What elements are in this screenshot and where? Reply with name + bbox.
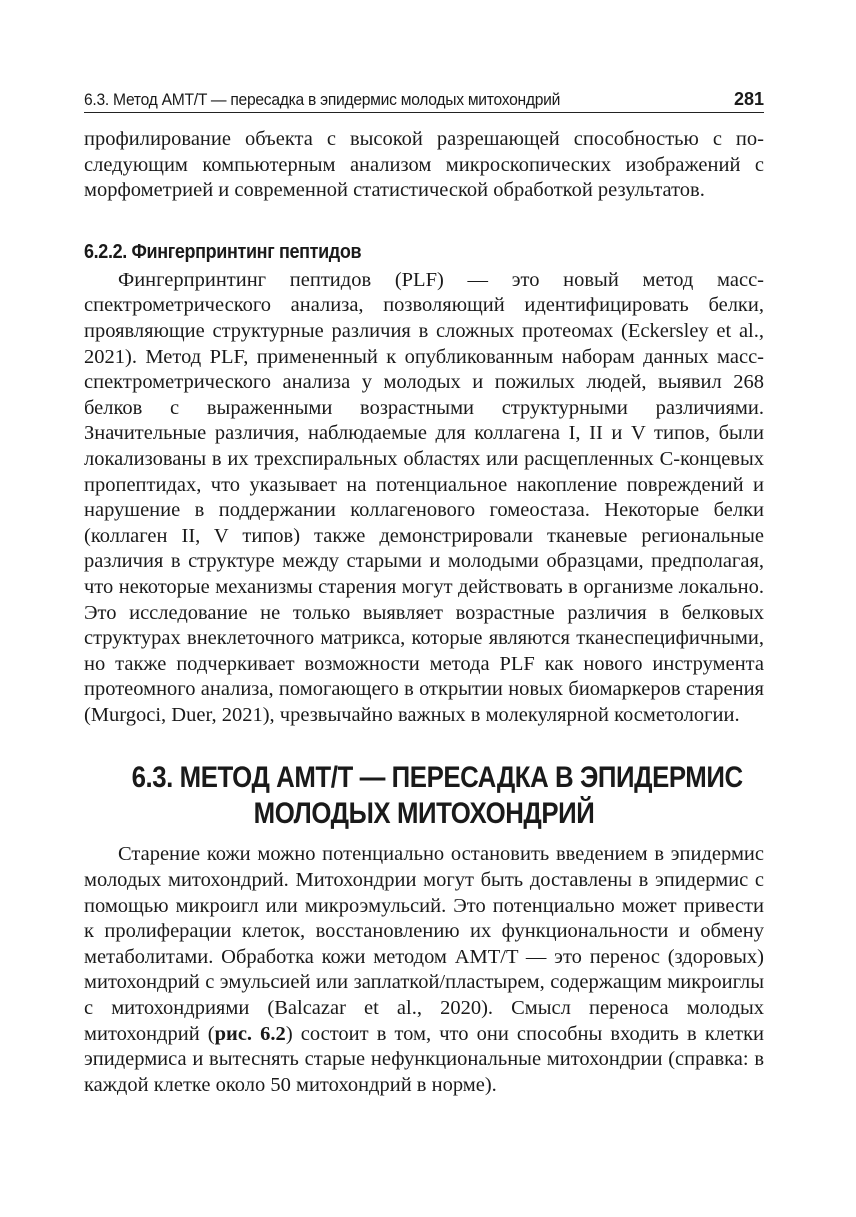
section-title <box>84 760 764 832</box>
section-title-line-2: МОЛОДЫХ МИТОХОНДРИЙ <box>253 797 595 831</box>
running-header <box>84 84 764 113</box>
section-title-line-1: 6.3. МЕТОД AMT/T — ПЕРЕСАДКА В ЭПИДЕРМИС <box>131 761 743 795</box>
subsection-paragraph: Фингерпринтинг пептидов (PLF) — это новый метод масс-спектрометрического анализа, позволяющий идентифицировать белки, проявляющие структурные различия в сложных протеомах (Eckersley et al., 2021). Метод PLF, примененный к опубликованным наборам данных масс-спектрометрического анализа у молодых и пожилых людей, выявил 268 белков с выраженными возрастными структурными различиями. Значительные различия, наблюдаемые для коллагена I, II и V типов, были локализованы в их трехспиральных областях или расщепленных C-концевых пропептидах, что указывает на потенциальное накопление повреждений и нарушение в поддержании коллагенового гомеостаза. Некоторые белки (коллаген II, V типов) также демонстрировали тканевые региональные различия в структуре между старыми и молодыми образцами, предполагая, что некоторые механизмы старения могут действовать в организме локально. Это исследование не только выявляет возрастные различия в белковых структурах внеклеточного матрикса, которые являются тканеспецифичными, но также подчеркивает возможности метода PLF как нового инструмента протеомного анализа, помогающего в открытии новых биомаркеров старения (Murgoci, Duer, 2021), чрезвычайно важных в молекулярной косметологии. <box>84 268 764 726</box>
book-page <box>84 84 764 1098</box>
running-header-title: 6.3. Метод AMT/T — пересадка в эпидермис молодых митохондрий <box>84 90 561 109</box>
figure-reference: рис. 6.2 <box>214 1022 286 1045</box>
continuation-paragraph: профилирование объекта с высокой разрешающей способностью с последующим компьютерным анализом микроскопических изображений с морфометрией и современной статистической обработкой результатов. <box>84 128 764 202</box>
section-paragraph-part-2: ) состоит в том, что они способны входить в клетки эпидермиса и вытеснять старые нефункциональные митохондрии (справка: в каждой клетке около 50 митохондрий в норме). <box>84 1022 764 1096</box>
section-paragraph-part-1: Старение кожи можно потенциально остановить введением в эпидермис молодых митохондрий. Митохондрии могут быть доставлены в эпидермис с помощью микроигл или микроэмульсий. Это потенциально может привести к пролиферации клеток, восстановлению их функциональности и обмену метаболитами. Обработка кожи методом AMT/T — это перенос (здоровых) митохондрий с эмульсией или заплаткой/пластырем, содержащим микроиглы с митохондриями (Balcazar et al., 2020). Смысл переноса молодых митохондрий ( <box>84 843 764 1045</box>
section-paragraph <box>84 842 764 1098</box>
page-number: 281 <box>733 89 764 109</box>
subsection-title: 6.2.2. Фингерпринтинг пептидов <box>84 240 362 263</box>
